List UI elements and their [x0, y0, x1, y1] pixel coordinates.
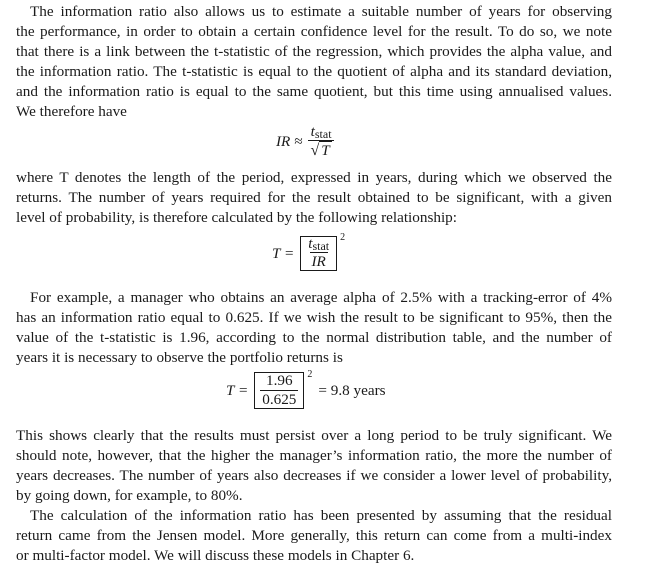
bracket: [300, 236, 337, 271]
subscript: stat: [314, 127, 332, 141]
fraction-denominator: IR: [311, 253, 326, 270]
paragraph-5: [16, 506, 612, 566]
text-line: value of the t-statistic is 1.96, according to the normal distribution table, and the number of: [16, 329, 612, 346]
paragraph-1: [16, 2, 612, 122]
text-line: return came from the Jensen model. More generally, this return can come from a multi-index: [16, 527, 612, 544]
exponent: 2: [307, 368, 313, 380]
text-line: This shows clearly that the results must persist over a long period to be truly significant. We: [16, 427, 612, 444]
bracket: [254, 372, 304, 409]
text-line: and the information ratio is equal to the same quotient, but this time using annualised values.: [16, 83, 612, 100]
paragraph-2: [16, 168, 612, 228]
fraction-numerator: tstat: [308, 235, 330, 253]
text-line: has an information ratio equal to 0.625. If we wish the result to be significant to 95%, then the: [16, 309, 612, 326]
text-line: We therefore have: [16, 103, 127, 120]
text-line: For example, a manager who obtains an average alpha of 2.5% with a tracking-error of 4%: [30, 289, 612, 306]
equation-years: [272, 231, 346, 271]
exponent: 2: [340, 231, 346, 243]
paragraph-4: [16, 426, 612, 506]
sqrt: √ T: [310, 141, 330, 159]
subscript: stat: [312, 239, 330, 253]
text-line: that there is a link between the t-statistic of the regression, which provides the alpha value, and: [16, 43, 612, 60]
equation-lhs: IR ≈: [276, 133, 303, 150]
fraction-numerator: tstat: [310, 123, 332, 141]
equation-ir: [276, 124, 334, 160]
text-line: The information ratio also allows us to estimate a suitable number of years for observing: [30, 3, 612, 20]
equation-example: [226, 368, 386, 409]
text-line: returns. The number of years required for the result obtained to be significant, with a given: [16, 189, 612, 206]
text-line: years decreases. The number of years also decreases if we consider a lower level of probability,: [16, 467, 612, 484]
text-line: the performance, in order to obtain a certain confidence level for the result. To do so, we note: [16, 23, 612, 40]
text-line: where T denotes the length of the period, expressed in years, during which we observed the: [16, 169, 612, 186]
fraction: [260, 372, 298, 409]
text-line: years it is necessary to observe the portfolio returns is: [16, 349, 343, 366]
text-line: level of probability, is therefore calculated by the following relationship:: [16, 209, 458, 226]
equation-rhs: = 9.8 years: [318, 381, 386, 399]
equation-lhs: T =: [226, 381, 249, 399]
paragraph-3: [16, 288, 612, 368]
text-line: The calculation of the information ratio has been presented by assuming that the residual: [30, 507, 612, 524]
fraction: [306, 236, 331, 271]
fraction: [308, 124, 333, 160]
fraction-numerator: 1.96: [266, 372, 293, 389]
fraction-denominator: 0.625: [262, 391, 297, 408]
text-line: the information ratio. The t-statistic is equal to the quotient of alpha and its standard deviation,: [16, 63, 612, 80]
text-line: or multi-factor model. We will discuss these models in Chapter 6.: [16, 547, 415, 564]
text-line: should note, however, that the higher the manager’s information ratio, the more the number of: [16, 447, 612, 464]
text-line: by going down, for example, to 80%.: [16, 487, 243, 504]
fraction-denominator: [308, 140, 333, 160]
equation-lhs: T =: [272, 244, 295, 262]
